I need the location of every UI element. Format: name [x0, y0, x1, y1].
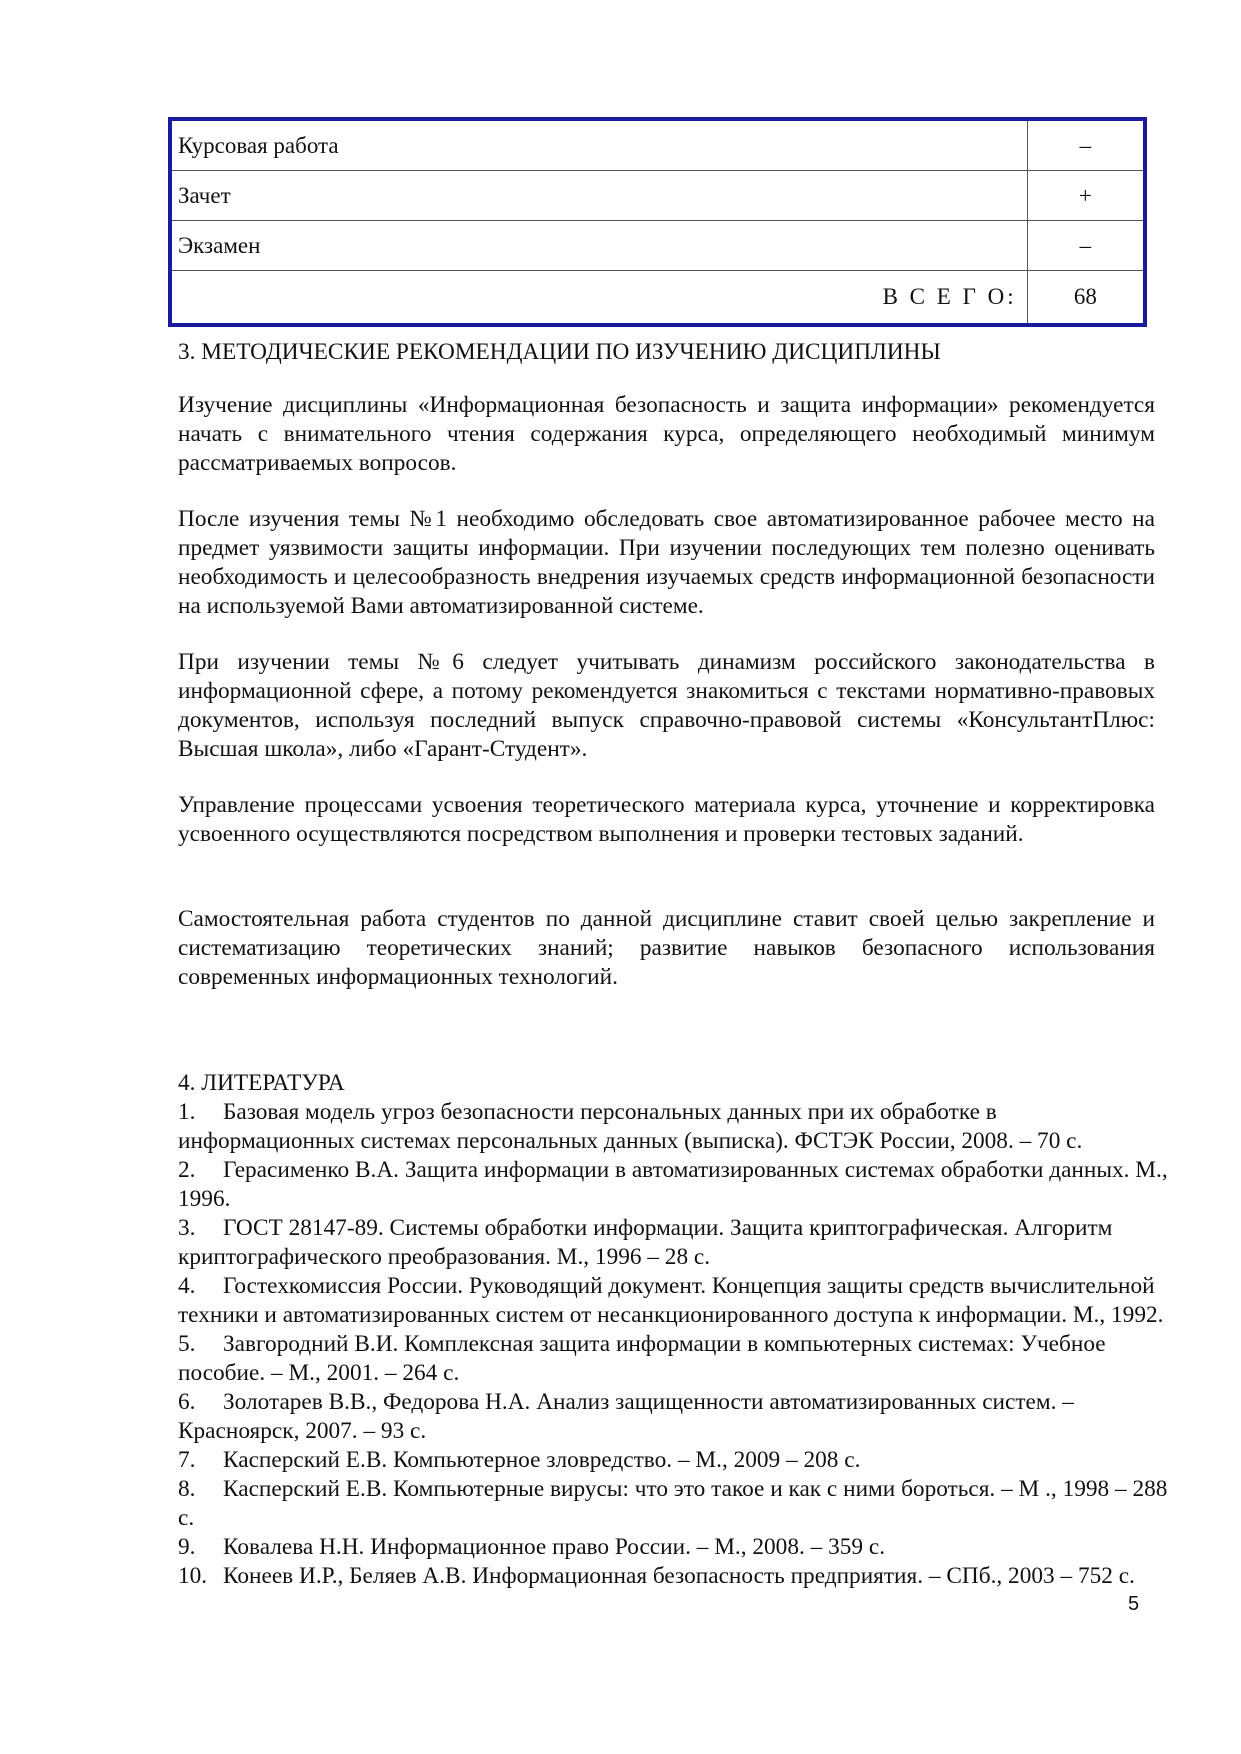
reference-item: [178, 1214, 1178, 1272]
reference-text: Золотарев В.В., Федорова Н.А. Анализ защищенности автоматизированных систем. – Красноярск, 2007. – 93 с.: [178, 1389, 1074, 1444]
reference-number: 8.: [178, 1476, 196, 1502]
table-row: [170, 221, 1145, 271]
section-3-heading: 3. МЕТОДИЧЕСКИЕ РЕКОМЕНДАЦИИ ПО ИЗУЧЕНИЮ ДИСЦИПЛИНЫ: [178, 339, 941, 365]
reference-number: 2.: [178, 1157, 196, 1183]
paragraph-text: Изучение дисциплины «Информационная безопасность и защита информации» рекомендуется начать с внимательного чтения содержания курса, определяющего необходимый минимум рассматриваемых вопросов.: [178, 392, 1155, 476]
table-row: [170, 171, 1145, 221]
reference-number: 9.: [178, 1534, 196, 1560]
reference-item: [178, 1098, 1178, 1156]
reference-item: [178, 1533, 1178, 1562]
reference-text: Завгородний В.И. Комплексная защита информации в компьютерных системах: Учебное пособие. – М., 2001. – 264 с.: [178, 1331, 1106, 1386]
reference-text: Касперский Е.В. Компьютерные вирусы: что это такое и как с ними бороться. – М ., 1998 – 288 с.: [178, 1476, 1168, 1531]
reference-text: ГОСТ 28147-89. Системы обработки информации. Защита криптографическая. Алгоритм криптографического преобразования. М., 1996 – 28 с.: [178, 1215, 1113, 1270]
total-label: В С Е Г О:: [170, 271, 1027, 326]
reference-text: Ковалева Н.Н. Информационное право России. – М., 2008. – 359 с.: [223, 1534, 886, 1560]
reference-number: 3.: [178, 1215, 196, 1241]
paragraph: [178, 391, 1155, 478]
reference-number: 1.: [178, 1099, 196, 1125]
section-4-heading: 4. ЛИТЕРАТУРА: [178, 1070, 345, 1096]
paragraph-text: Самостоятельная работа студентов по данной дисциплине ставит своей целью закрепление и систематизацию теоретических знаний; развитие навыков безопасного использования современных информационных технологий.: [178, 906, 1155, 990]
paragraph-text: Управление процессами усвоения теоретического материала курса, уточнение и корректировка усвоенного осуществляются посредством выполнения и проверки тестовых заданий.: [178, 792, 1155, 847]
hours-summary-table: [168, 117, 1147, 327]
reference-item: [178, 1330, 1178, 1388]
reference-item: [178, 1156, 1178, 1214]
reference-number: 7.: [178, 1447, 196, 1473]
table-row: [170, 119, 1145, 171]
reference-item: [178, 1272, 1178, 1330]
row-label: Курсовая работа: [170, 119, 1027, 171]
reference-item: [178, 1446, 1178, 1475]
row-value: +: [1027, 171, 1145, 221]
paragraph: [178, 905, 1155, 992]
paragraph: [178, 791, 1155, 849]
row-value: –: [1027, 119, 1145, 171]
total-row: [170, 271, 1145, 326]
reference-number: 4.: [178, 1273, 196, 1299]
reference-text: Касперский Е.В. Компьютерное зловредство. – М., 2009 – 208 с.: [223, 1447, 861, 1473]
paragraph-text: После изучения темы №1 необходимо обследовать свое автоматизированное рабочее место на предмет уязвимости защиты информации. При изучении последующих тем полезно оценивать необходимость и целесообразность внедрения изучаемых средств информационной безопасности на используемой Вами автоматизированной системе.: [178, 506, 1155, 619]
reference-text: Базовая модель угроз безопасности персональных данных при их обработке в информационных системах персональных данных (выписка). ФСТЭК России, 2008. – 70 с.: [178, 1099, 1083, 1154]
reference-text: Конеев И.Р., Беляев А.В. Информационная безопасность предприятия. – СПб., 2003 – 752 с.: [223, 1563, 1135, 1589]
paragraph-text: При изучении темы №6 следует учитывать динамизм российского законодательства в информационной сфере, а потому рекомендуется знакомиться с текстами нормативно-правовых документов, используя последний выпуск справочно-правовой системы «КонсультантПлюс: Высшая школа», либо «Гарант-Студент».: [178, 649, 1155, 762]
reference-number: 6.: [178, 1389, 196, 1415]
reference-number: 5.: [178, 1331, 196, 1357]
total-value: 68: [1027, 271, 1145, 326]
row-label: Экзамен: [170, 221, 1027, 271]
reference-number: 10.: [178, 1563, 208, 1589]
reference-text: Гостехкомиссия России. Руководящий документ. Концепция защиты средств вычислительной техники и автоматизированных систем от несанкционированного доступа к информации. М., 1992.: [178, 1273, 1164, 1328]
row-label: Зачет: [170, 171, 1027, 221]
reference-text: Герасименко В.А. Защита информации в автоматизированных системах обработки данных. М., 1996.: [178, 1157, 1168, 1212]
row-value: –: [1027, 221, 1145, 271]
page-number: 5: [1128, 1593, 1140, 1615]
reference-item: [178, 1475, 1178, 1533]
reference-item: [178, 1562, 1178, 1591]
paragraph: [178, 505, 1155, 621]
references-list: [178, 1069, 1178, 1591]
paragraph: [178, 648, 1155, 764]
reference-item: [178, 1388, 1178, 1446]
